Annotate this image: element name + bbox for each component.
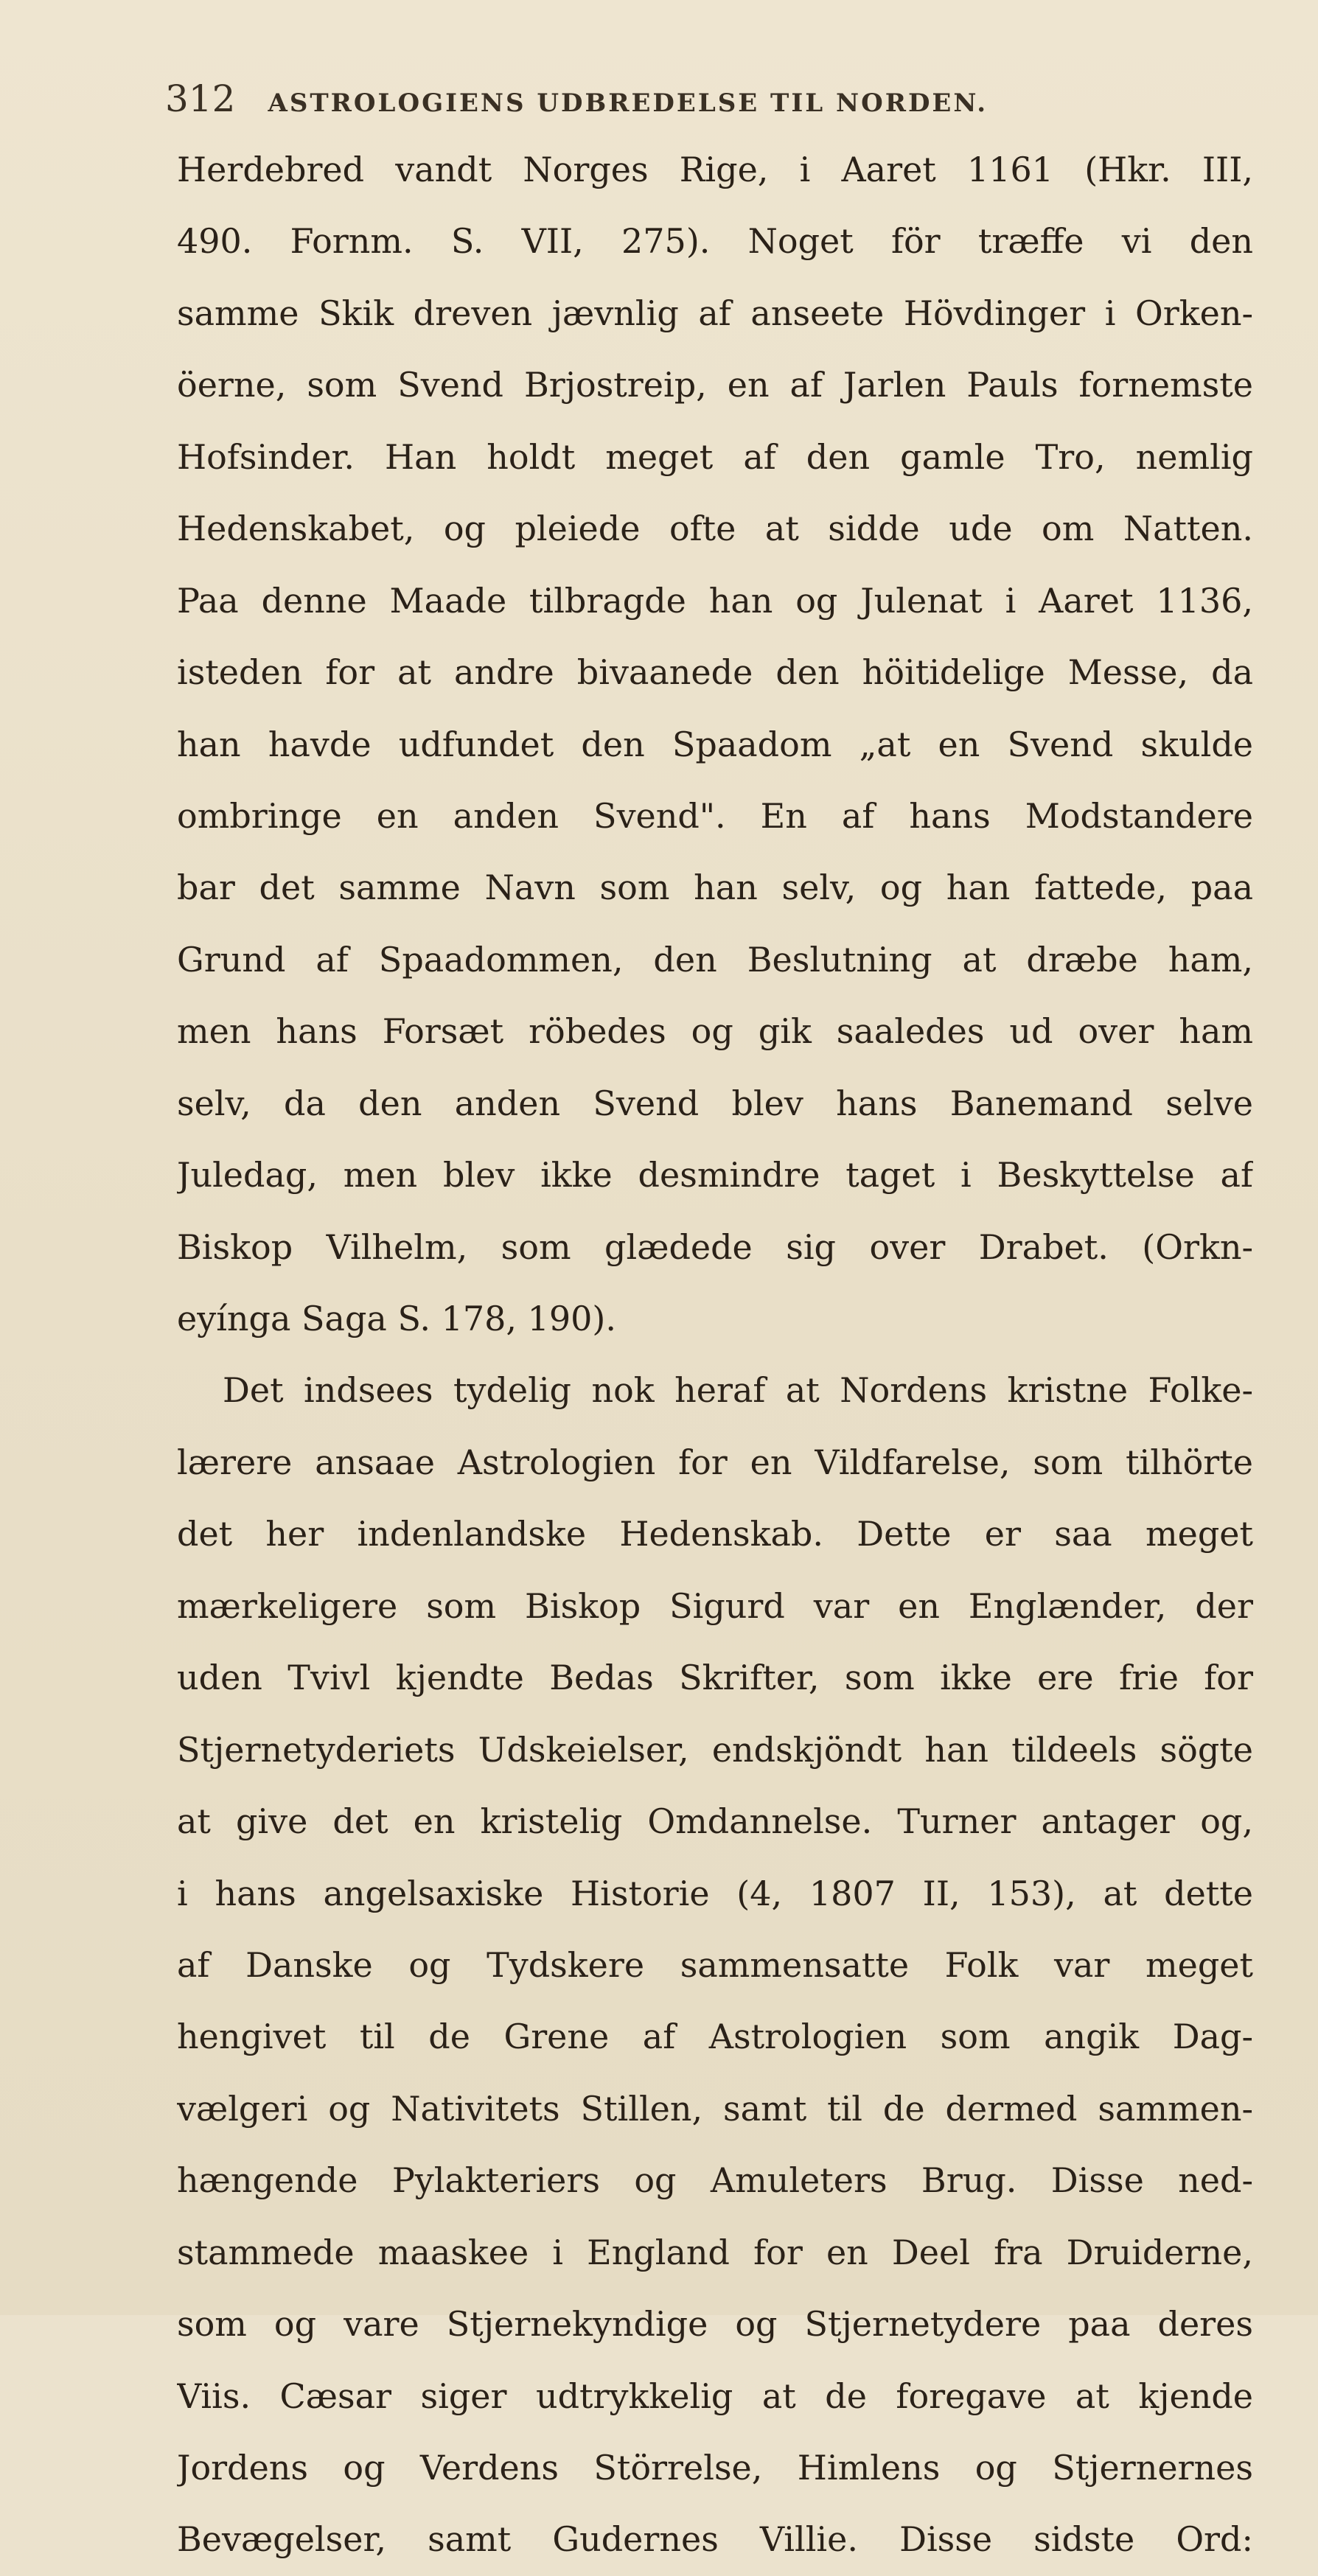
body-text	[177, 134, 1253, 2576]
text-line: hengivet til de Grene af Astrologien som angik Dag-	[177, 2017, 1253, 2057]
text-line: Paa denne Maade tilbragde han og Julenat i Aaret 1136,	[177, 580, 1253, 621]
text-line: 490. Fornm. S. VII, 275). Noget för træffe vi den	[177, 221, 1253, 262]
paragraph-start-line: Det indsees tydelig nok heraf at Nordens kristne Folke-	[223, 1370, 1253, 1411]
text-line: at give det en kristelig Omdannelse. Turner antager og,	[177, 1801, 1253, 1842]
text-line: Viis. Cæsar siger udtrykkelig at de foregave at kjende	[177, 2376, 1253, 2416]
text-line: ombringe en anden Svend". En af hans Modstandere	[177, 795, 1253, 836]
text-line: öerne, som Svend Brjostreip, en af Jarlen Pauls fornemste	[177, 365, 1253, 405]
text-line: bar det samme Navn som han selv, og han fattede, paa	[177, 868, 1253, 908]
text-line: selv, da den anden Svend blev hans Banemand selve	[177, 1083, 1253, 1123]
text-line: eyínga Saga S. 178, 190).	[177, 1299, 617, 1338]
text-line: Grund af Spaadommen, den Beslutning at dræbe ham,	[177, 939, 1253, 980]
text-line: uden Tvivl kjendte Bedas Skrifter, som ikke ere frie for	[177, 1658, 1253, 1698]
running-title: ASTROLOGIENS UDBREDELSE TIL NORDEN.	[268, 88, 988, 118]
text-line: Stjernetyderiets Udskeielser, endskjöndt han tildeels sögte	[177, 1729, 1253, 1770]
text-line: som og vare Stjernekyndige og Stjernetydere paa deres	[177, 2304, 1253, 2345]
text-line: han havde udfundet den Spaadom „at en Svend skulde	[177, 724, 1253, 764]
text-line: vælgeri og Nativitets Stillen, samt til de dermed sammen-	[177, 2088, 1253, 2129]
text-line: hængende Pylakteriers og Amuleters Brug. Disse ned-	[177, 2160, 1253, 2201]
text-line: Bevægelser, samt Gudernes Villie. Disse sidste Ord:	[177, 2519, 1253, 2560]
text-line: af Danske og Tydskere sammensatte Folk var meget	[177, 1944, 1253, 1985]
text-line: Jordens og Verdens Störrelse, Himlens og Stjernernes	[177, 2448, 1253, 2488]
text-line: det her indenlandske Hedenskab. Dette er saa meget	[177, 1514, 1253, 1554]
text-line: i hans angelsaxiske Historie (4, 1807 II, 153), at dette	[177, 1873, 1253, 1913]
text-line: isteden for at andre bivaanede den höitidelige Messe, da	[177, 652, 1253, 693]
text-line: Juledag, men blev ikke desmindre taget i Beskyttelse af	[177, 1155, 1253, 1195]
text-line: Biskop Vilhelm, som glædede sig over Drabet. (Orkn-	[177, 1226, 1253, 1267]
text-line: Herdebred vandt Norges Rige, i Aaret 1161 (Hkr. III,	[177, 150, 1253, 189]
text-line: men hans Forsæt röbedes og gik saaledes ud over ham	[177, 1011, 1253, 1052]
text-line: Hedenskabet, og pleiede ofte at sidde ude om Natten.	[177, 509, 1253, 549]
text-line: mærkeligere som Biskop Sigurd var en Englænder, der	[177, 1585, 1253, 1626]
text-line: stammede maaskee i England for en Deel fra Druiderne,	[177, 2232, 1253, 2272]
text-line: samme Skik dreven jævnlig af anseete Hövdinger i Orken-	[177, 293, 1253, 333]
text-line: lærere ansaae Astrologien for en Vildfarelse, som tilhörte	[177, 1442, 1253, 1482]
page-header	[165, 77, 1263, 122]
text-line: Hofsinder. Han holdt meget af den gamle Tro, nemlig	[177, 436, 1253, 477]
page-number: 312	[165, 77, 236, 120]
